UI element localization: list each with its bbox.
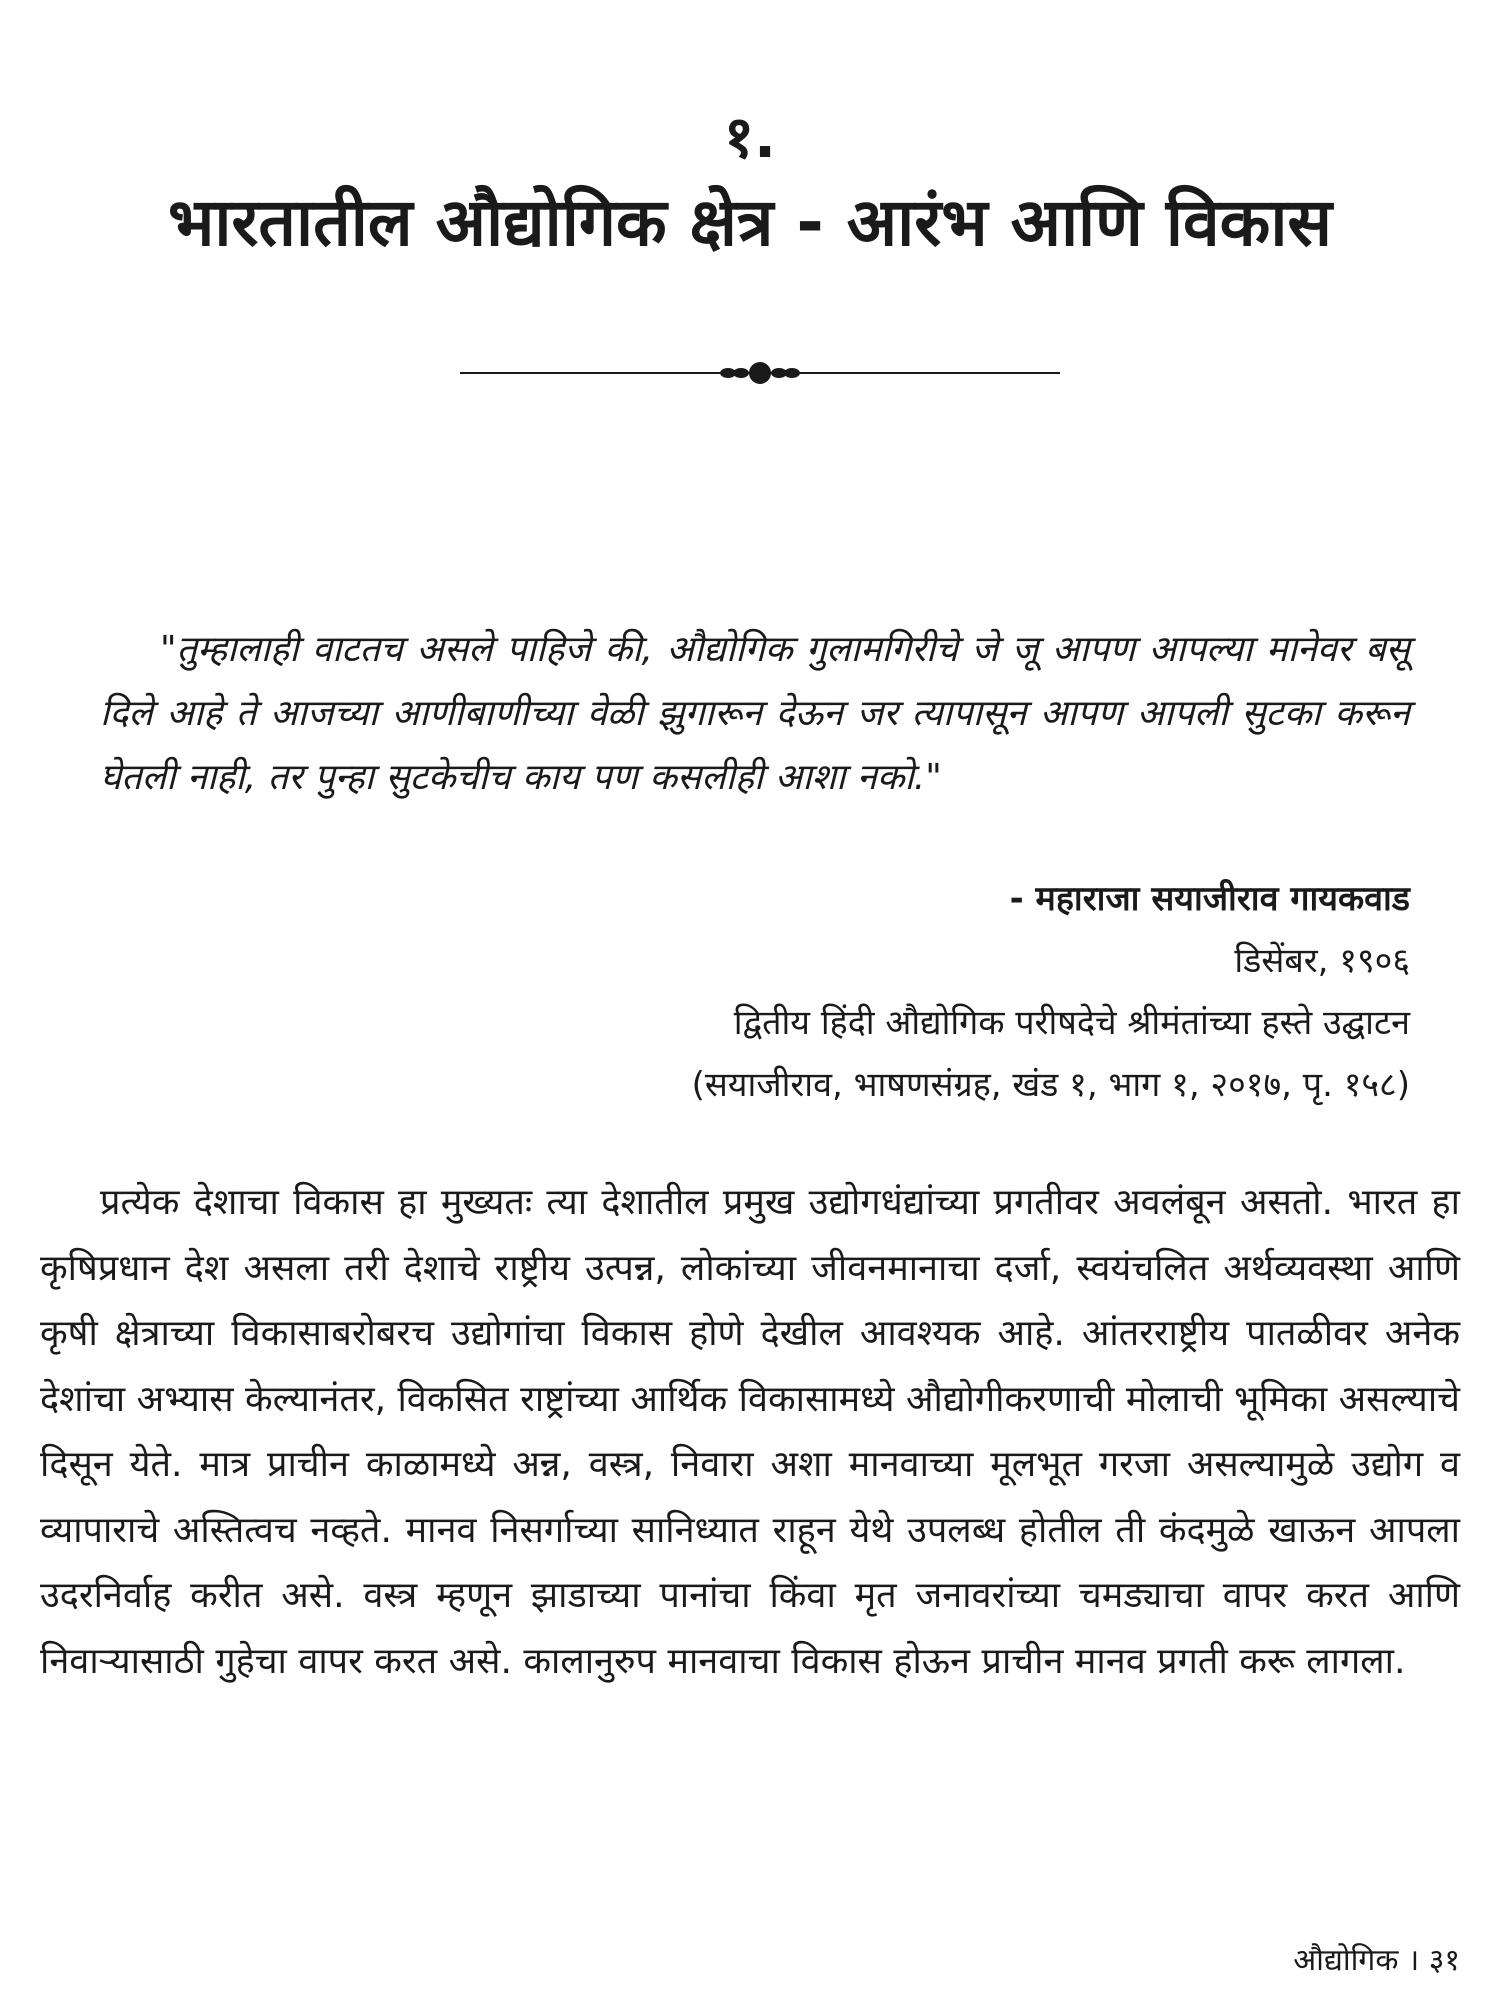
chapter-title: भारतातील औद्योगिक क्षेत्र - आरंभ आणि विकास bbox=[167, 184, 1333, 261]
quote-date: डिसेंबर, १९०६ bbox=[1234, 941, 1410, 981]
quote-event: द्वितीय हिंदी औद्योगिक परीषदेचे श्रीमंतांच्या हस्ते उद्घाटन bbox=[733, 1003, 1410, 1043]
body-paragraph: प्रत्येक देशाचा विकास हा मुख्यतः त्या देशातील प्रमुख उद्योगधंद्यांच्या प्रगतीवर अवलंबून असतो. भारत हा कृषिप्रधान देश असला तरी देशाचे राष्ट्रीय उत्पन्न, लोकांच्या जीवनमानाचा दर्जा, स्वयंचलित अर्थव्यवस्था आणि कृषी क्षेत्राच्या विकासाबरोबरच उद्योगांचा विकास होणे देखील आवश्यक आहे. आंतरराष्ट्रीय पातळीवर अनेक देशांचा अभ्यास केल्यानंतर, विकसित राष्ट्रांच्या आर्थिक विकासामध्ये औद्योगीकरणाची मोलाची भूमिका असल्याचे दिसून येते. मात्र प्राचीन काळामध्ये अन्न, वस्त्र, निवारा अशा मानवाच्या मूलभूत गरजा असल्यामुळे उद्योग व व्यापाराचे अस्तित्वच नव्हते. मानव निसर्गाच्या सानिध्यात राहून येथे उपलब्ध होतील ती कंदमुळे खाऊन आपला उदरनिर्वाह करीत असे. वस्त्र म्हणून झाडाच्या पानांचा किंवा मृत जनावरांच्या चमड्याचा वापर करत आणि निवाऱ्यासाठी गुहेचा वापर करत असे. कालानुरुप मानवाचा विकास होऊन प्राचीन मानव प्रगती करू लागला. bbox=[40, 1182, 1460, 1682]
page-footer: औद्योगिक । ३१ bbox=[1293, 1943, 1460, 1978]
quote-author: - महाराजा सयाजीराव गायकवाड bbox=[1009, 879, 1410, 919]
chapter-number: १. bbox=[723, 103, 777, 171]
quote-source: (सयाजीराव, भाषणसंग्रह, खंड १, भाग १, २०१७, पृ. १५८) bbox=[691, 1065, 1410, 1105]
ornament-divider-icon bbox=[460, 358, 1060, 388]
epigraph-quote: "तुम्हालाही वाटतच असले पाहिजे की, औद्योगिक गुलामगिरीचे जे जू आपण आपल्या मानेवर बसू दिले आहे ते आजच्या आणीबाणीच्या वेळी झुगारून देऊन जर त्यापासून आपण आपली सुटका करून घेतली नाही, तर पुन्हा सुटकेचीच काय पण कसलीही आशा नको." bbox=[100, 629, 1410, 798]
